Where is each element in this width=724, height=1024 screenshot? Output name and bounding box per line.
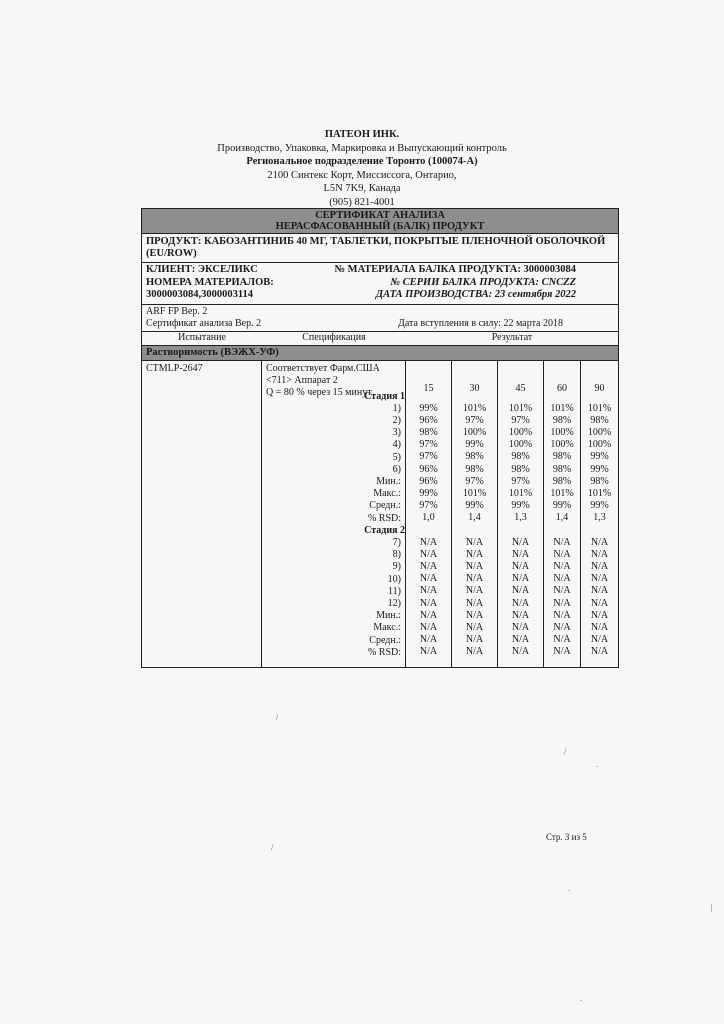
scan-mark: . bbox=[580, 994, 582, 1003]
result-value: N/A bbox=[553, 646, 571, 658]
result-value: 99% bbox=[590, 500, 609, 512]
result-value: 97% bbox=[465, 414, 484, 426]
result-value: 98% bbox=[590, 475, 609, 487]
result-value: N/A bbox=[465, 621, 484, 633]
scan-mark: . bbox=[568, 884, 570, 893]
result-value: 97% bbox=[511, 414, 530, 426]
version-info bbox=[142, 305, 618, 332]
result-value: 99% bbox=[511, 500, 530, 512]
scan-mark: . bbox=[596, 760, 598, 769]
row-label: Макс.: bbox=[373, 622, 401, 634]
stage-gap bbox=[406, 525, 451, 537]
row-label: Макс.: bbox=[373, 488, 401, 500]
column-headers bbox=[142, 332, 618, 346]
row-label: 11) bbox=[388, 585, 401, 597]
result-value: N/A bbox=[553, 609, 571, 621]
result-value: N/A bbox=[590, 597, 609, 609]
row-label: 10) bbox=[387, 573, 401, 585]
result-value: N/A bbox=[553, 585, 571, 597]
row-label: Мин.: bbox=[376, 475, 401, 487]
scan-mark: | bbox=[711, 903, 713, 912]
result-col-60: 60 101% 98% 100% 100% 98% 98% 98% 101% 99% 1,4 N/A N/A N/A N/A N/A N/A N/A N/A N/A N/A bbox=[544, 361, 581, 667]
certificate-title-1: СЕРТИФИКАТ АНАЛИЗА bbox=[315, 210, 445, 221]
row-labels bbox=[364, 390, 405, 659]
result-value: N/A bbox=[590, 536, 609, 548]
row-label: 9) bbox=[392, 561, 401, 573]
result-value: N/A bbox=[419, 560, 438, 572]
scan-mark: / bbox=[271, 843, 274, 852]
spec-cell bbox=[262, 361, 406, 667]
result-value: N/A bbox=[590, 585, 609, 597]
result-value: 99% bbox=[419, 487, 438, 499]
stage2-label: Стадия 2 bbox=[364, 524, 405, 536]
stage-gap bbox=[544, 525, 580, 537]
result-value: 98% bbox=[511, 463, 530, 475]
result-value: N/A bbox=[590, 548, 609, 560]
result-value: N/A bbox=[419, 573, 438, 585]
row-label: % RSD: bbox=[367, 646, 401, 658]
result-value: 97% bbox=[511, 475, 530, 487]
result-value: N/A bbox=[553, 597, 571, 609]
result-value: 1,3 bbox=[514, 512, 527, 524]
scan-mark: / bbox=[564, 747, 567, 756]
row-label: 3) bbox=[392, 427, 401, 439]
result-value: N/A bbox=[465, 560, 484, 572]
result-value: N/A bbox=[511, 536, 530, 548]
material-numbers-label: НОМЕРА МАТЕРИАЛОВ: bbox=[146, 276, 274, 288]
certificate-title bbox=[142, 209, 618, 234]
result-value: 1,3 bbox=[593, 512, 606, 524]
result-value: 101% bbox=[462, 402, 487, 414]
result-value: 98% bbox=[552, 451, 572, 463]
result-value: 98% bbox=[552, 414, 572, 426]
spec-line: Q = 80 % через 15 минут bbox=[266, 386, 372, 398]
client-block bbox=[142, 263, 618, 305]
result-value: 100% bbox=[550, 439, 574, 451]
result-value: 99% bbox=[552, 500, 572, 512]
material-number: № МАТЕРИАЛА БАЛКА ПРОДУКТА: 3000003084 bbox=[334, 264, 576, 275]
result-value: 100% bbox=[508, 426, 533, 438]
result-value: N/A bbox=[511, 646, 530, 658]
result-value: N/A bbox=[511, 548, 530, 560]
result-value: 97% bbox=[419, 500, 438, 512]
result-value: N/A bbox=[553, 548, 571, 560]
spec-line: <711> Аппарат 2 bbox=[266, 374, 338, 386]
result-value: 99% bbox=[590, 451, 609, 463]
row-label: 1) bbox=[392, 402, 401, 414]
result-value: N/A bbox=[419, 646, 438, 658]
result-value: 99% bbox=[465, 500, 484, 512]
result-value: 100% bbox=[587, 426, 612, 438]
company-line5: (905) 821-4001 bbox=[329, 196, 395, 208]
effective-date: Дата вступления в силу: 22 марта 2018 bbox=[398, 317, 563, 329]
result-value: 99% bbox=[465, 439, 484, 451]
company-line3: 2100 Синтекс Корт, Миссиссога, Онтарио, bbox=[267, 169, 457, 181]
result-value: N/A bbox=[465, 548, 484, 560]
result-value: 1,4 bbox=[468, 512, 481, 524]
result-value: N/A bbox=[465, 646, 484, 658]
result-value: N/A bbox=[553, 621, 571, 633]
result-value: 98% bbox=[590, 414, 609, 426]
result-value: N/A bbox=[590, 573, 609, 585]
result-value: 96% bbox=[419, 463, 438, 475]
row-label: 4) bbox=[392, 439, 401, 451]
result-value: N/A bbox=[511, 634, 530, 646]
certificate-title-2: НЕРАСФАСОВАННЫЙ (БАЛК) ПРОДУКТ bbox=[275, 221, 485, 232]
result-col-90: 90 101% 98% 100% 100% 99% 99% 98% 101% 99% 1,3 N/A N/A N/A N/A N/A N/A N/A N/A N/A N/A bbox=[581, 361, 618, 667]
spec-line: Соответствует Фарм.США bbox=[266, 362, 380, 374]
result-value: N/A bbox=[419, 621, 438, 633]
result-value: N/A bbox=[465, 573, 484, 585]
row-label: 5) bbox=[392, 451, 401, 463]
result-value: 101% bbox=[587, 487, 612, 499]
result-value: N/A bbox=[553, 573, 571, 585]
stage-gap bbox=[498, 525, 543, 537]
company-line2: Региональное подразделение Торонто (100074-A) bbox=[246, 156, 478, 167]
result-value: 101% bbox=[462, 487, 487, 499]
certificate-block bbox=[141, 208, 619, 668]
result-col-15: 15 99% 96% 98% 97% 97% 96% 96% 99% 97% 1,0 N/A N/A N/A N/A N/A N/A N/A N/A N/A N/A bbox=[406, 361, 452, 667]
result-value: N/A bbox=[590, 646, 609, 658]
scan-mark: / bbox=[276, 713, 279, 722]
row-label: 6) bbox=[392, 463, 401, 475]
result-col-45: 45 101% 97% 100% 100% 98% 98% 97% 101% 99% 1,3 N/A N/A N/A N/A N/A N/A N/A N/A N/A N/A bbox=[498, 361, 544, 667]
result-value: 97% bbox=[419, 451, 438, 463]
result-value: 97% bbox=[465, 475, 484, 487]
result-value: 98% bbox=[552, 475, 572, 487]
result-value: 98% bbox=[511, 451, 530, 463]
method-cell: CTMLP-2647 bbox=[142, 361, 262, 667]
result-value: 101% bbox=[587, 402, 612, 414]
result-value: N/A bbox=[419, 634, 438, 646]
row-label: 8) bbox=[392, 549, 401, 561]
result-value: N/A bbox=[465, 536, 484, 548]
result-value: 100% bbox=[587, 439, 612, 451]
stage-gap bbox=[452, 525, 497, 537]
result-value: 98% bbox=[552, 463, 572, 475]
result-value: 101% bbox=[508, 487, 533, 499]
result-value: N/A bbox=[590, 634, 609, 646]
result-value: N/A bbox=[511, 560, 530, 572]
result-value: N/A bbox=[419, 597, 438, 609]
result-value: N/A bbox=[553, 634, 571, 646]
page-number: Стр. 3 из 5 bbox=[546, 832, 587, 842]
cert-version: Сертификат анализа Вер. 2 bbox=[146, 317, 262, 329]
result-value: N/A bbox=[465, 609, 484, 621]
result-value: 96% bbox=[419, 414, 438, 426]
col-spec: Спецификация bbox=[302, 331, 366, 343]
arf-version: ARF FP Вер. 2 bbox=[146, 305, 208, 317]
result-value: 96% bbox=[419, 475, 438, 487]
result-value: N/A bbox=[465, 585, 484, 597]
row-label: % RSD: bbox=[367, 512, 401, 524]
result-value: N/A bbox=[419, 609, 438, 621]
batch-number: № СЕРИИ БАЛКА ПРОДУКТА: CNCZZ bbox=[390, 276, 576, 288]
company-line4: L5N 7K9, Канада bbox=[323, 183, 401, 194]
result-value: N/A bbox=[511, 585, 530, 597]
company-line1: Производство, Упаковка, Маркировка и Выпускающий контроль bbox=[217, 142, 507, 154]
result-value: 100% bbox=[462, 426, 487, 438]
row-label: Средн.: bbox=[369, 500, 401, 512]
company-name: ПАТЕОН ИНК. bbox=[324, 129, 400, 140]
result-value: N/A bbox=[590, 560, 609, 572]
result-value: N/A bbox=[511, 597, 530, 609]
col-test: Испытание bbox=[178, 331, 226, 343]
product-line: ПРОДУКТ: КАБОЗАНТИНИБ 40 МГ, ТАБЛЕТКИ, ПОКРЫТЫЕ ПЛЕНОЧНОЙ ОБОЛОЧКОЙ (EU/ROW) bbox=[142, 234, 618, 263]
row-label: Средн.: bbox=[369, 634, 401, 646]
result-value: N/A bbox=[553, 536, 571, 548]
result-value: 101% bbox=[508, 402, 533, 414]
result-value: N/A bbox=[419, 585, 438, 597]
company-header bbox=[0, 128, 724, 209]
result-value: N/A bbox=[511, 621, 530, 633]
result-value: 99% bbox=[590, 463, 609, 475]
material-numbers: 3000003084,3000003114 bbox=[146, 289, 254, 300]
result-value: 1,4 bbox=[555, 512, 569, 524]
result-value: 101% bbox=[550, 487, 574, 499]
stage-gap bbox=[581, 525, 618, 537]
col-result: Результат bbox=[491, 331, 533, 343]
result-value: 100% bbox=[508, 439, 533, 451]
production-date: ДАТА ПРОИЗВОДСТВА: 23 сентября 2022 bbox=[375, 289, 576, 300]
results-table bbox=[142, 361, 618, 667]
row-label: Мин.: bbox=[376, 610, 401, 622]
result-value: N/A bbox=[511, 573, 530, 585]
result-value: 98% bbox=[465, 463, 484, 475]
result-col-30: 30 101% 97% 100% 99% 98% 98% 97% 101% 99% 1,4 N/A N/A N/A N/A N/A N/A N/A N/A N/A N/A bbox=[452, 361, 498, 667]
client: КЛИЕНТ: ЭКСЕЛИКС bbox=[146, 264, 258, 275]
result-value: N/A bbox=[590, 621, 609, 633]
row-label: 12) bbox=[387, 597, 401, 609]
result-value: 98% bbox=[419, 426, 438, 438]
result-value: 98% bbox=[465, 451, 484, 463]
result-value: 99% bbox=[419, 402, 438, 414]
result-value: 100% bbox=[550, 426, 574, 438]
stage1-label: Стадия 1 bbox=[364, 390, 405, 402]
result-value: 1,0 bbox=[422, 512, 435, 524]
result-value: N/A bbox=[511, 609, 530, 621]
result-value: 97% bbox=[419, 439, 438, 451]
result-value: N/A bbox=[465, 597, 484, 609]
row-label: 7) bbox=[392, 536, 401, 548]
result-value: N/A bbox=[419, 536, 438, 548]
section-dissolution: Растворимость (ВЭЖХ-УФ) bbox=[142, 346, 618, 361]
result-value: 101% bbox=[550, 402, 574, 414]
result-value: N/A bbox=[419, 548, 438, 560]
result-value: N/A bbox=[590, 609, 609, 621]
row-label: 2) bbox=[392, 414, 401, 426]
result-value: N/A bbox=[465, 634, 484, 646]
result-value: N/A bbox=[553, 560, 571, 572]
